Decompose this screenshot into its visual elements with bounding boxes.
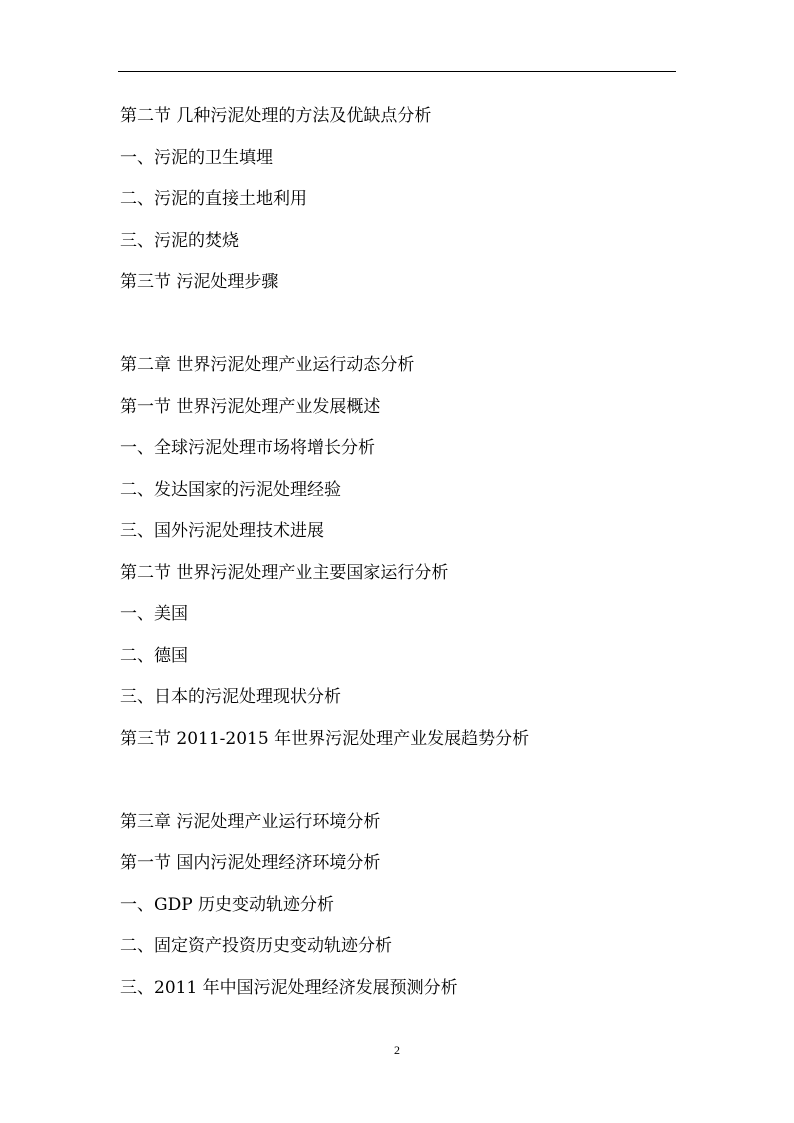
toc-spacer [120,309,680,351]
header-rule [118,71,676,72]
toc-item: 一、污泥的卫生填埋 [120,147,273,168]
toc-item: 三、国外污泥处理技术进展 [120,521,324,541]
toc-section-heading: 第二节 几种污泥处理的方法及优缺点分析 [120,106,432,126]
toc-spacer [120,765,680,807]
page-number: 2 [394,1043,400,1057]
toc-section-heading: 第一节 世界污泥处理产业发展概述 [120,396,381,417]
toc-item: 三、日本的污泥处理现状分析 [120,687,341,707]
toc-item: 二、德国 [120,645,188,666]
toc-item: 一、GDP 历史变动轨迹分析 [120,894,335,915]
toc-chapter-heading: 第三章 污泥处理产业运行环境分析 [120,811,381,832]
toc-item: 一、全球污泥处理市场将增长分析 [120,438,375,458]
toc-item: 二、发达国家的污泥处理经验 [120,479,341,500]
toc-section-heading: 第二节 世界污泥处理产业主要国家运行分析 [120,562,449,583]
toc-item: 二、固定资产投资历史变动轨迹分析 [120,936,392,956]
toc-chapter-heading: 第二章 世界污泥处理产业运行动态分析 [120,355,415,375]
toc-section-heading: 第一节 国内污泥处理经济环境分析 [120,853,381,873]
toc-section-heading: 第三节 2011-2015 年世界污泥处理产业发展趋势分析 [120,728,530,749]
toc-item: 二、污泥的直接土地利用 [120,189,307,209]
toc-item: 三、污泥的焚烧 [120,230,239,251]
toc-item: 三、2011 年中国污泥处理经济发展预测分析 [120,977,458,998]
toc-section-heading: 第三节 污泥处理步骤 [120,272,279,292]
toc-item: 一、美国 [120,604,188,624]
table-of-contents [120,101,680,1014]
